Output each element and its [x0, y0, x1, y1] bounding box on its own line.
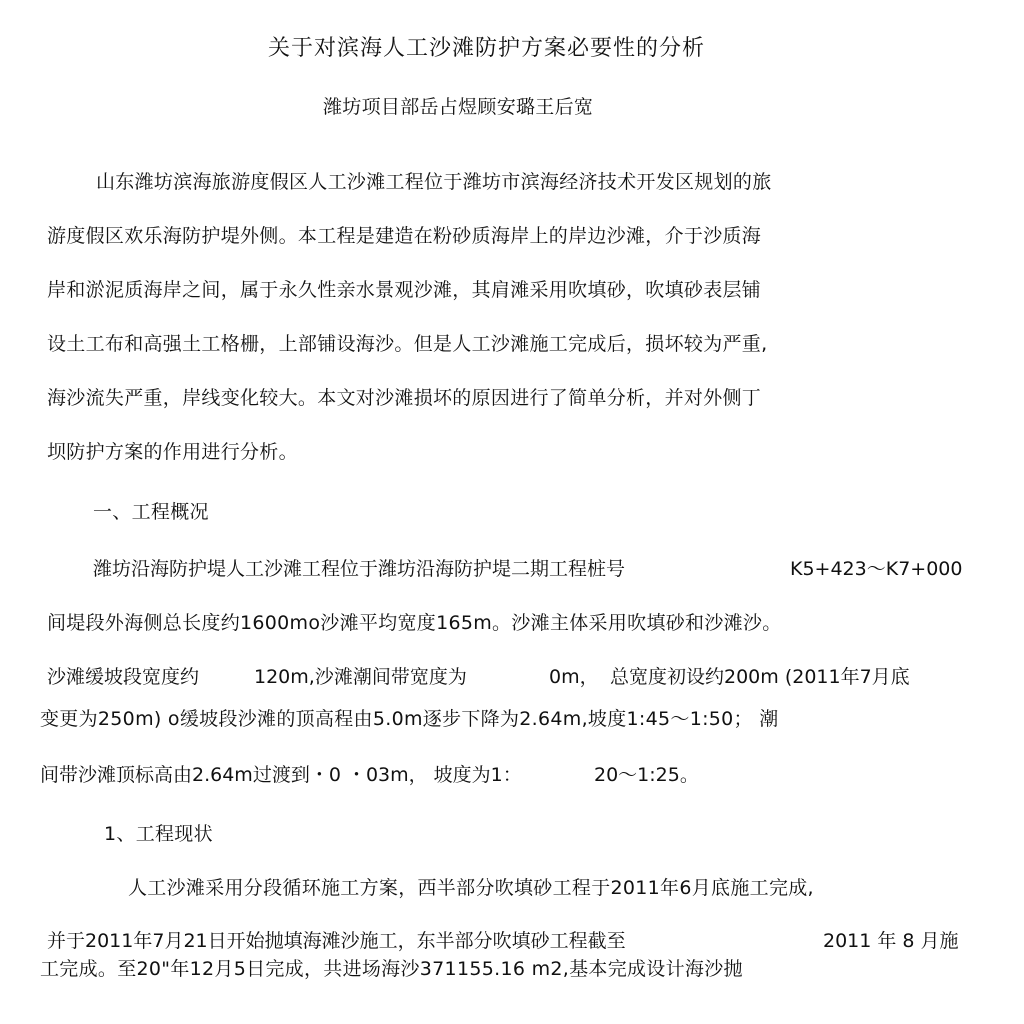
authors-line: 潍坊项目部岳占煜顾安璐王后宽: [323, 96, 594, 118]
overview-line-4: 变更为250m) o缓坡段沙滩的顶高程由5.0m逐步下降为2.64m,坡度1:45～1:50； 潮: [40, 708, 779, 730]
overview-line-5-b: 20～1:25。: [594, 764, 699, 786]
overview-line-1-station: K5+423～K7+000: [790, 558, 963, 580]
intro-line-5: 海沙流失严重，岸线变化较大。本文对沙滩损坏的原因进行了简单分析，并对外侧丁: [47, 387, 762, 409]
overview-line-3-d: 总宽度初设约200m (2011年7月底: [610, 666, 910, 688]
intro-line-6: 坝防护方案的作用进行分析。: [47, 441, 298, 463]
intro-line-2: 游度假区欢乐海防护堤外侧。本工程是建造在粉砂质海岸上的岸边沙滩，介于沙质海: [47, 225, 762, 247]
overview-line-3-c: 0m，: [549, 666, 599, 688]
overview-line-3-a: 沙滩缓坡段宽度约: [47, 666, 200, 688]
overview-line-3-b: 120m,沙滩潮间带宽度为: [254, 666, 467, 688]
overview-line-1-text: 潍坊沿海防护堤人工沙滩工程位于潍坊沿海防护堤二期工程桩号: [93, 558, 626, 580]
overview-line-2: 间堤段外海侧总长度约1600mo沙滩平均宽度165m。沙滩主体采用吹填砂和沙滩沙。: [47, 612, 782, 634]
status-line-2-a: 并于2011年7月21日开始抛填海滩沙施工，东半部分吹填砂工程截至: [47, 930, 626, 952]
status-line-3: 工完成。至20"年12月5日完成，共进场海沙371155.16 m2,基本完成设计海沙抛: [40, 958, 743, 980]
intro-line-3: 岸和淤泥质海岸之间，属于永久性亲水景观沙滩，其肩滩采用吹填砂，吹填砂表层铺: [47, 279, 762, 301]
document-title: 关于对滨海人工沙滩防护方案必要性的分析: [268, 36, 706, 61]
intro-line-1: 山东潍坊滨海旅游度假区人工沙滩工程位于潍坊市滨海经济技术开发区规划的旅: [96, 171, 772, 193]
status-line-2-b: 2011 年 8 月施: [823, 930, 959, 952]
overview-line-5-a: 间带沙滩顶标高由2.64m过渡到・0 ・03m， 坡度为1：: [40, 764, 522, 786]
status-line-1: 人工沙滩采用分段循环施工方案，西半部分吹填砂工程于2011年6月底施工完成,: [128, 877, 814, 899]
intro-line-4: 设土工布和高强土工格栅，上部铺设海沙。但是人工沙滩施工完成后，损坏较为严重,: [47, 333, 768, 355]
section-heading-overview: 一、工程概况: [93, 501, 209, 523]
subsection-heading-status: 1、工程现状: [104, 823, 213, 845]
